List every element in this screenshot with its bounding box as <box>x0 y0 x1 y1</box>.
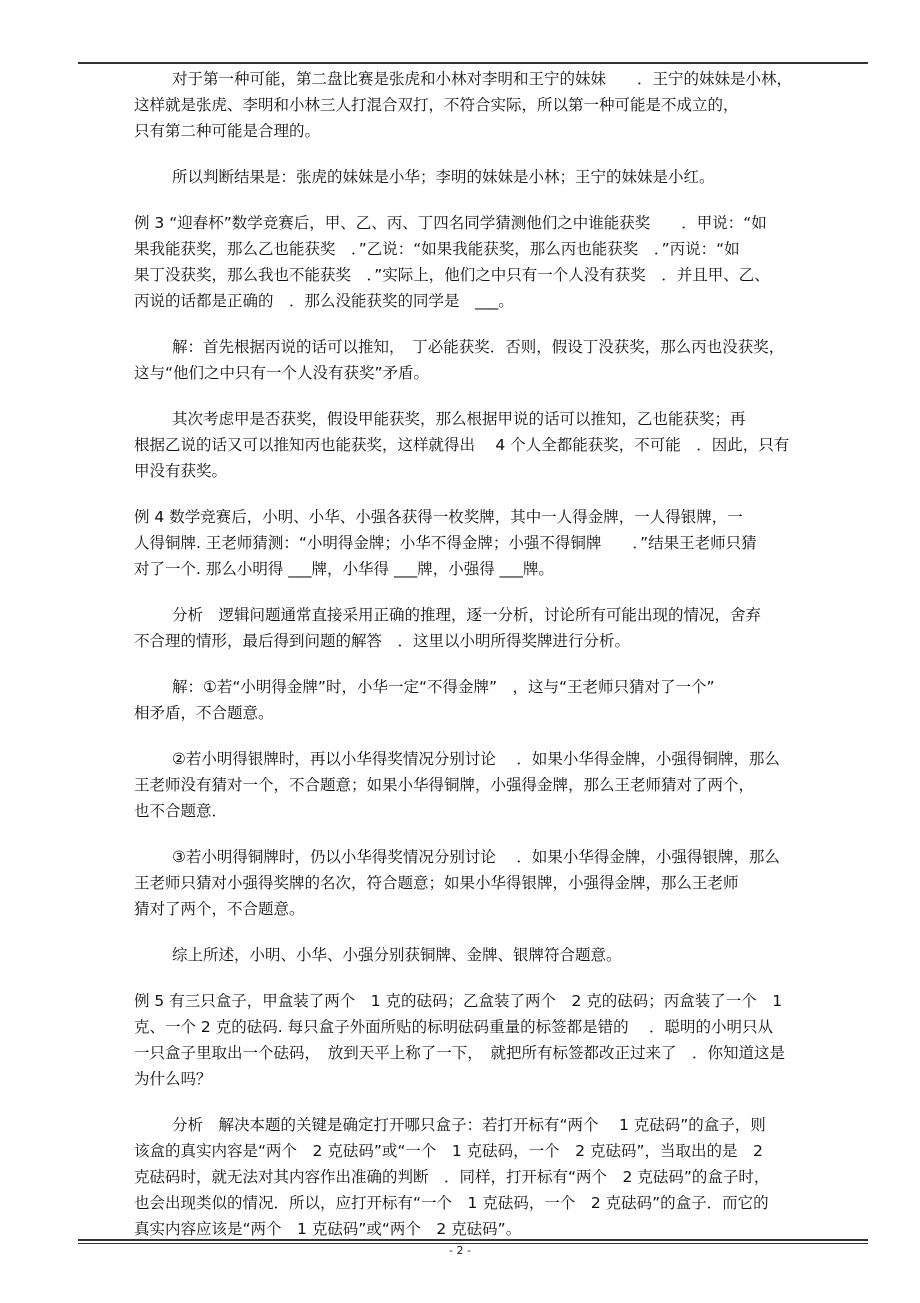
text-line: 王老师没有猜对一个，不合题意；如果小华得铜牌，小强得金牌，那么王老师猜对了两个， <box>134 776 755 794</box>
text-line: ②若小明得银牌时，再以小华得奖情况分别讨论 ．如果小华得金牌，小强得铜牌，那么 <box>172 750 780 768</box>
paragraph <box>134 844 862 922</box>
text-line: 分析 逻辑问题通常直接采用正确的推理，逐一分析，讨论所有可能出现的情况，舍弃 <box>172 606 762 624</box>
footer-rule <box>78 1239 868 1241</box>
text-line: 克、一个 2 克的砝码. 每只盒子外面所贴的标明砝码重量的标签都是错的 ．聪明的小明只从 <box>134 1018 773 1036</box>
text-line: 也不合题意． <box>134 802 228 820</box>
text-line: 该盒的真实内容是“两个 2 克砝码”或“一个 1 克砝码，一个 2 克砝码”，当取出的是 2 <box>134 1142 763 1160</box>
paragraph <box>134 674 862 726</box>
text-line: 真实内容应该是“两个 1 克砝码”或“两个 2 克砝码”。 <box>134 1220 522 1238</box>
text-line: 例 3 “迎春杯”数学竞赛后，甲、乙、丙、丁四名同学猜测他们之中谁能获奖 ．甲说：“如 <box>134 214 767 232</box>
paragraph <box>134 746 862 824</box>
text-line: 一只盒子里取出一个砝码， 放到天平上称了一下， 就把所有标签都改正过来了 ．你知道这是 <box>134 1044 786 1062</box>
text-line: 其次考虑甲是否获奖，假设甲能获奖，那么根据甲说的话可以推知，乙也能获奖；再 <box>172 410 746 428</box>
paragraph <box>134 406 862 484</box>
paragraph <box>134 942 862 968</box>
text-line: 综上所述，小明、小华、小强分别获铜牌、金牌、银牌符合题意。 <box>172 946 622 964</box>
paragraph <box>134 988 862 1092</box>
text-line: 解：①若“小明得金牌”时，小华一定“不得金牌” ，这与“王老师只猜对了一个” <box>172 678 715 696</box>
paragraph <box>134 1112 862 1242</box>
text-line: 所以判断结果是：张虎的妹妹是小华；李明的妹妹是小林；王宁的妹妹是小红。 <box>172 168 715 186</box>
text-line: 人得铜牌. 王老师猜测：“小明得金牌；小华不得金牌；小强不得铜牌 ．”结果王老师只猜 <box>134 534 757 552</box>
text-line: 分析 解决本题的关键是确定打开哪只盒子：若打开标有“两个 1 克砝码”的盒子，则 <box>172 1116 766 1134</box>
text-line: 根据乙说的话又可以推知丙也能获奖，这样就得出 4 个人全都能获奖，不可能 ．因此，只有 <box>134 436 790 454</box>
text-line: 对了一个. 那么小明得 ___牌，小华得 ___牌，小强得 ___牌。 <box>134 560 554 578</box>
document-body <box>134 66 862 1262</box>
text-line: ③若小明得铜牌时，仍以小华得奖情况分别讨论 ．如果小华得金牌，小强得银牌，那么 <box>172 848 780 866</box>
text-line: 相矛盾，不合题意。 <box>134 704 274 722</box>
text-line: 王老师只猜对小强得奖牌的名次，符合题意；如果小华得银牌，小强得金牌，那么王老师 <box>134 874 739 892</box>
text-line: 果丁没获奖，那么我也不能获奖 ．”实际上，他们之中只有一个人没有获奖 ．并且甲、乙、 <box>134 266 770 284</box>
text-line: 甲没有获奖。 <box>134 462 228 480</box>
text-line: 例 5 有三只盒子，甲盒装了两个 1 克的砝码；乙盒装了两个 2 克的砝码；丙盒装了一个 1 <box>134 992 783 1010</box>
page-number: - 2 - <box>449 1244 471 1257</box>
text-line: 对于第一种可能，第二盘比赛是张虎和小林对李明和王宁的妹妹 ．王宁的妹妹是小林， <box>172 70 793 88</box>
text-line: 果我能获奖，那么乙也能获奖 ．”乙说：“如果我能获奖，那么丙也能获奖 ．”丙说：“如 <box>134 240 740 258</box>
paragraph <box>134 334 862 386</box>
text-line: 这样就是张虎、李明和小林三人打混合双打，不符合实际，所以第一种可能是不成立的， <box>134 96 739 114</box>
text-line: 例 4 数学竞赛后，小明、小华、小强各获得一枚奖牌，其中一人得金牌，一人得银牌，一 <box>134 508 743 526</box>
text-line: 只有第二种可能是合理的。 <box>134 122 321 140</box>
paragraph <box>134 164 862 190</box>
text-line: 这与“他们之中只有一个人没有获奖”矛盾。 <box>134 364 430 382</box>
text-line: 也会出现类似的情况．所以，应打开标有“一个 1 克砝码，一个 2 克砝码”的盒子．而它的 <box>134 1194 769 1212</box>
text-line: 为什么吗？ <box>134 1070 212 1088</box>
paragraph <box>134 504 862 582</box>
text-line: 不合理的情形，最后得到问题的解答 ．这里以小明所得奖牌进行分析。 <box>134 632 631 650</box>
text-line: 丙说的话都是正确的 ．那么没能获奖的同学是 ___。 <box>134 292 514 310</box>
text-line: 猜对了两个，不合题意。 <box>134 900 305 918</box>
paragraph <box>134 210 862 314</box>
header-rule <box>78 62 868 64</box>
paragraph <box>134 602 862 654</box>
text-line: 克砝码时，就无法对其内容作出准确的判断 ．同样，打开标有“两个 2 克砝码”的盒子时， <box>134 1168 770 1186</box>
text-line: 解：首先根据丙说的话可以推知， 丁必能获奖．否则，假设丁没获奖，那么丙也没获奖， <box>172 338 785 356</box>
paragraph <box>134 66 862 144</box>
